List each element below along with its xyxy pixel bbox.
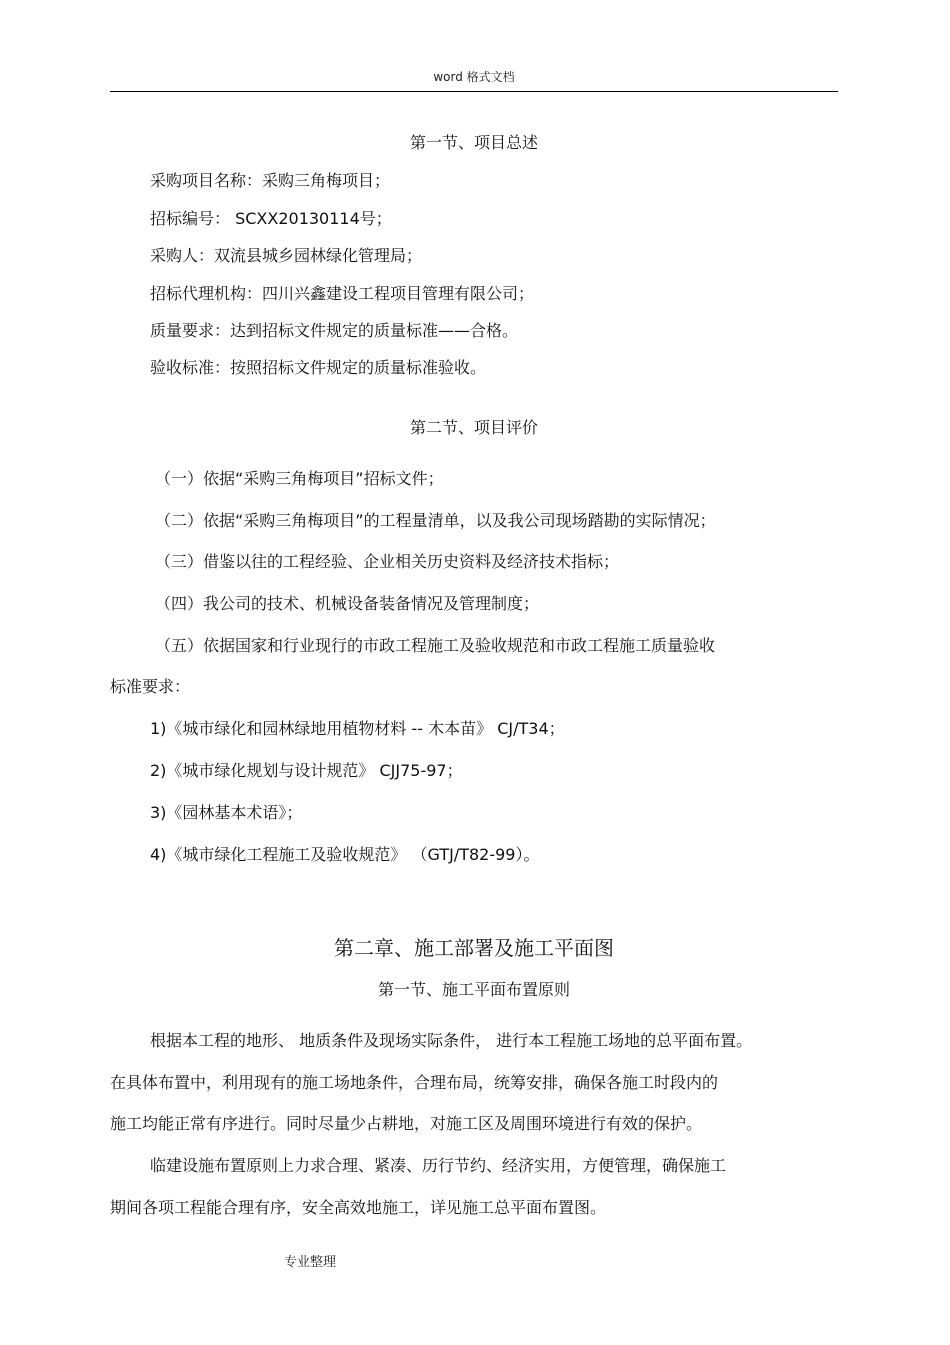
paragraph-line-4: 临建设施布置原则上力求合理、紧凑、历行节约、经济实用，方便管理，确保施工 (150, 1156, 727, 1175)
paragraph-line-3: 施工均能正常有序进行。同时尽量少占耕地，对施工区及周围环境进行有效的保护。 (110, 1114, 703, 1133)
purchaser: 采购人：双流县城乡园林绿化管理局； (150, 246, 423, 265)
procurement-name: 采购项目名称：采购三角梅项目； (150, 171, 391, 190)
section1-title: 第一节、项目总述 (409, 133, 538, 152)
tender-agency: 招标代理机构：四川兴鑫建设工程项目管理有限公司； (150, 284, 535, 303)
basis-item-1: （一）依据“采购三角梅项目”招标文件； (155, 469, 444, 488)
tender-number: 招标编号： SCXX20130114号； (150, 209, 392, 228)
standard-item-4: 4)《城市绿化工程施工及验收规范》 （GTJ/T82-99）。 (150, 845, 540, 864)
chapter2-title: 第二章、施工部署及施工平面图 (334, 936, 614, 960)
quality-requirement: 质量要求：达到招标文件规定的质量标准——合格。 (150, 321, 519, 340)
basis-item-2: （二）依据“采购三角梅项目”的工程量清单，以及我公司现场踏勘的实际情况； (155, 511, 716, 530)
basis-item-4: （四）我公司的技术、机械设备装备情况及管理制度； (155, 594, 540, 613)
standard-item-1: 1)《城市绿化和园林绿地用植物材料 -- 木本苗》 CJ/T34； (150, 719, 565, 738)
basis-item-5: （五）依据国家和行业现行的市政工程施工及验收规范和市政工程施工质量验收 (155, 636, 716, 655)
acceptance-standard: 验收标准：按照招标文件规定的质量标准验收。 (150, 358, 487, 377)
section2-title: 第二节、项目评价 (409, 418, 538, 437)
standard-item-2: 2)《城市绿化规划与设计规范》 CJJ75-97； (150, 761, 463, 780)
paragraph-line-2: 在具体布置中，利用现有的施工场地条件，合理布局，统筹安排，确保各施工时段内的 (110, 1073, 719, 1092)
header-divider (110, 91, 838, 92)
page-header: word 格式文档 (433, 70, 515, 84)
page-footer: 专业整理 (284, 1255, 337, 1270)
paragraph-line-5: 期间各项工程能合理有序，安全高效地施工，详见施工总平面布置图。 (110, 1198, 607, 1217)
paragraph-line-1: 根据本工程的地形、 地质条件及现场实际条件， 进行本工程施工场地的总平面布置。 (150, 1031, 753, 1050)
basis-item-5-cont: 标准要求： (110, 677, 191, 696)
chapter2-section-title: 第一节、施工平面布置原则 (377, 980, 570, 999)
standard-item-3: 3)《园林基本术语》； (150, 803, 303, 822)
basis-item-3: （三）借鉴以往的工程经验、企业相关历史资料及经济技术指标； (155, 552, 620, 571)
